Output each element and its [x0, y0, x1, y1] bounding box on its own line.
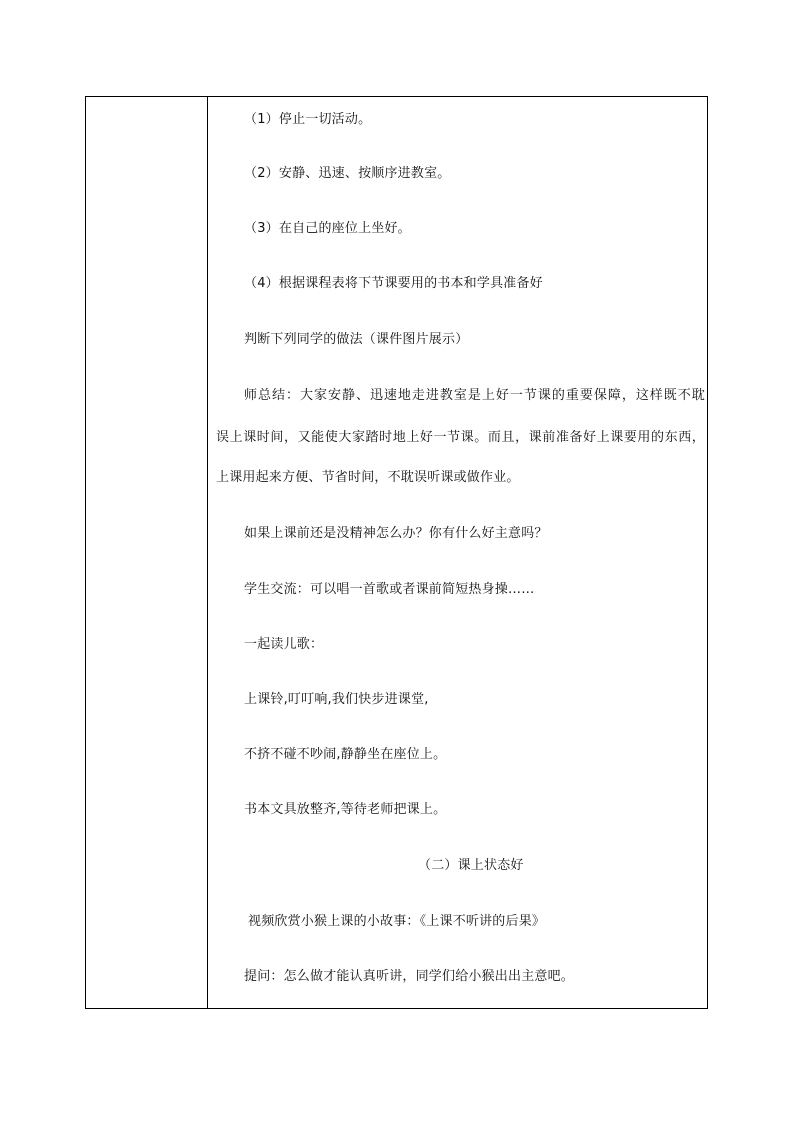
section-title: （二）课上状态好	[418, 858, 524, 873]
left-column-cell	[86, 97, 207, 1008]
lesson-table	[85, 96, 708, 1009]
ask-prompt: 提问：怎么做才能认真听讲，同学们给小猴出出主意吧。	[244, 969, 575, 984]
step-1: （1）停止一切活动。	[244, 112, 372, 127]
rhyme-line-2: 不挤不碰不吵闹,静静坐在座位上。	[244, 747, 447, 762]
video-note: 视频欣赏小猴上课的小故事：《上课不听讲的后果》	[248, 914, 546, 929]
judge-prompt: 判断下列同学的做法（课件图片展示）	[244, 332, 469, 347]
rhyme-line-1: 上课铃,叮叮响,我们快步进课堂,	[244, 692, 429, 707]
summary-line-3: 上课用起来方便、节省时间，不耽误听课或做作业。	[216, 470, 520, 485]
read-together: 一起读儿歌：	[244, 637, 324, 652]
lesson-content-cell	[208, 97, 707, 1008]
summary-line-1: 师总结：大家安静、迅速地走进教室是上好一节课的重要保障，这样既不耽	[244, 388, 705, 403]
step-3: （3）在自己的座位上坐好。	[244, 221, 411, 236]
summary-line-2: 误上课时间，又能使大家踏时地上好一节课。而且，课前准备好上课要用的东西，	[216, 430, 705, 445]
step-2: （2）安静、迅速、按顺序进教室。	[244, 166, 451, 181]
student-exchange: 学生交流：可以唱一首歌或者课前简短热身操……	[244, 582, 535, 597]
rhyme-line-3: 书本文具放整齐,等待老师把课上。	[244, 802, 447, 817]
step-4: （4）根据课程表将下节课要用的书本和学具准备好	[244, 276, 543, 291]
question: 如果上课前还是没精神怎么办？你有什么好主意吗？	[244, 526, 548, 541]
